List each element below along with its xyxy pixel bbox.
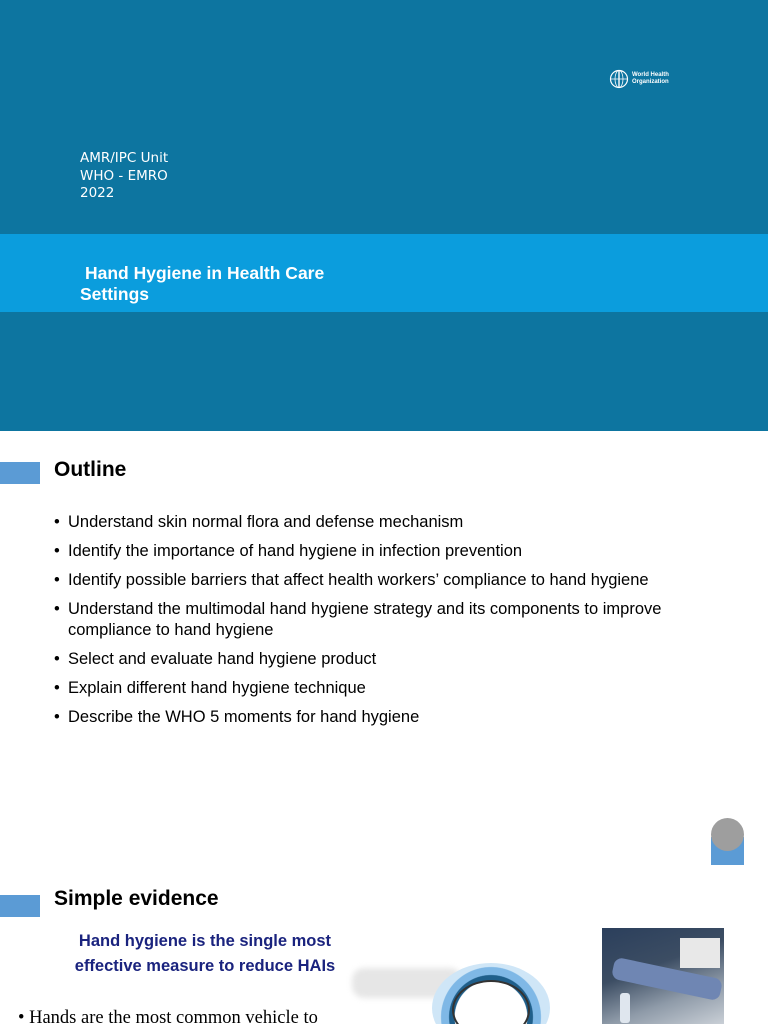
deck-title-line: Hand Hygiene in Health Care bbox=[85, 263, 325, 283]
deck-title bbox=[80, 263, 380, 305]
unit-line: AMR/IPC Unit bbox=[80, 150, 169, 166]
photo-box bbox=[680, 938, 720, 968]
evidence-heading: Simple evidence bbox=[54, 887, 219, 910]
photo-bottle bbox=[620, 993, 630, 1023]
who-logo bbox=[609, 68, 673, 90]
list-item: • Understand skin normal flora and defense mechanism bbox=[54, 512, 744, 533]
unit-line: WHO - EMRO bbox=[80, 167, 168, 184]
title-slide bbox=[0, 0, 768, 431]
list-item: • Explain different hand hygiene technique bbox=[54, 678, 744, 699]
handwashing-photo bbox=[602, 928, 724, 1024]
deck-title-line: Settings bbox=[80, 284, 150, 304]
outline-heading: Outline bbox=[54, 458, 127, 481]
list-item: • Identify the importance of hand hygiene in infection prevention bbox=[54, 541, 744, 562]
key-message-line: Hand hygiene is the single most bbox=[78, 932, 332, 950]
list-item: • Understand the multimodal hand hygiene strategy and its components to improve compliance to hand hygiene bbox=[54, 599, 744, 641]
who-emblem-icon bbox=[609, 69, 629, 89]
corner-circle bbox=[711, 818, 744, 851]
evidence-bullet: • Hands are the most common vehicle to bbox=[18, 1008, 318, 1024]
unit-info bbox=[80, 150, 168, 203]
list-item: • Select and evaluate hand hygiene product bbox=[54, 649, 744, 670]
heading-accent-bar bbox=[0, 895, 40, 917]
evidence-bullet-text: Hands are the most common vehicle to bbox=[29, 1008, 318, 1024]
list-item: • Describe the WHO 5 moments for hand hygiene bbox=[54, 707, 744, 728]
key-message bbox=[60, 929, 350, 979]
list-item: • Identify possible barriers that affect health workers’ compliance to hand hygiene bbox=[54, 570, 744, 591]
unit-line: 2022 bbox=[80, 185, 115, 201]
outline-list bbox=[54, 512, 744, 736]
logo-text: World Health Organization bbox=[632, 72, 669, 85]
key-message-line: effective measure to reduce HAIs bbox=[74, 957, 336, 975]
heading-accent-bar bbox=[0, 462, 40, 484]
